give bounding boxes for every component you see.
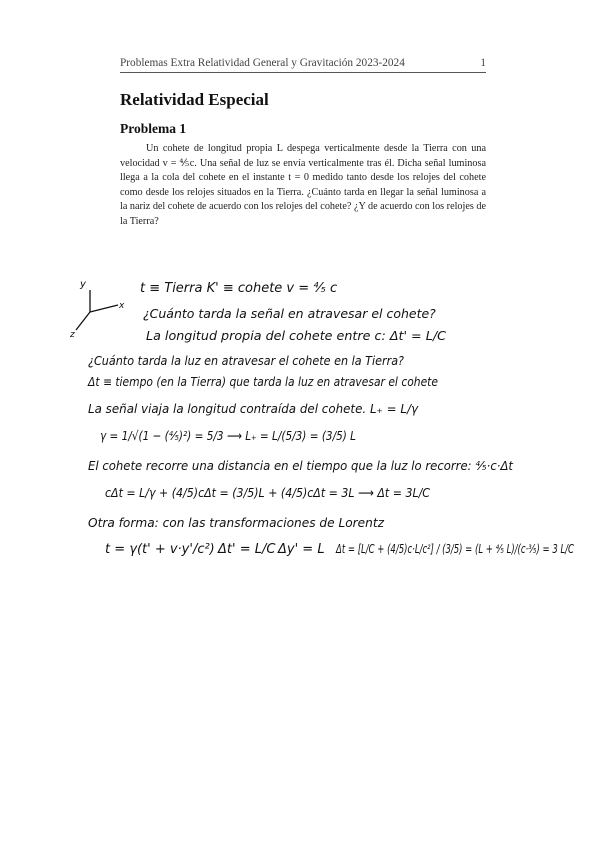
- axis-z-line: [76, 312, 90, 330]
- hw-answer-1: La longitud propia del cohete entre c: Δt' = L/C: [146, 328, 447, 343]
- axis-z-label: z: [70, 330, 75, 340]
- hw-question-2: ¿Cuánto tarda la luz en atravesar el cohete en la Tierra?: [88, 353, 405, 368]
- page-number: 1: [480, 57, 486, 69]
- problem-text: Un cohete de longitud propia L despega verticalmente desde la Tierra con una velocidad v = ⅘c. Una señal de luz se envía verticalmente tras él. Dicha señal luminosa llega a la cola del cohete en el instante t = 0 medido tanto desde los relojes del cohete como desde los relojes situados en la Tierra. ¿Cuánto tarda en llegar la señal luminosa a la nariz del cohete de acuerdo con los relojes del cohete? ¿Y de acuerdo con los relojes de la Tierra?: [120, 143, 486, 227]
- hw-lorentz-dyprime: Δy' = L: [278, 542, 325, 557]
- hw-contracted-length: La señal viaja la longitud contraída del cohete. L₊ = L/γ: [88, 401, 419, 416]
- hw-lorentz-t: t = γ(t' + v·y'/c²): [105, 542, 215, 557]
- problem-title: Problema 1: [120, 121, 187, 136]
- running-title: Problemas Extra Relatividad General y Gravitación 2023-2024: [120, 57, 405, 69]
- axis-x-line: [90, 305, 118, 312]
- hw-lorentz-result: Δt = [L/C + (4/5)c·L/c²] / (3/5) = (L + ⁴⁄₅ L)/(c·³⁄₅) = 3 L/C: [335, 542, 575, 556]
- axis-y-label: y: [80, 279, 86, 290]
- hw-delta-definition: Δt ≡ tiempo (en la Tierra) que tarda la luz en atravesar el cohete: [87, 375, 438, 389]
- hw-lorentz-intro: Otra forma: con las transformaciones de Lorentz: [88, 515, 385, 530]
- axes-sketch: [76, 290, 118, 330]
- axis-x-label: x: [119, 301, 125, 311]
- section-title: Relatividad Especial: [120, 90, 269, 109]
- hw-cdeltat-equation: cΔt = L/γ + (4/5)cΔt = (3/5)L + (4/5)cΔt = 3L ⟶ Δt = 3L/C: [105, 485, 431, 500]
- hw-definitions: t ≡ Tierra K' ≡ cohete v = ⁴⁄₅ c: [140, 281, 338, 296]
- hw-rocket-distance: El cohete recorre una distancia en el tiempo que la luz lo recorre: ⁴⁄₅·c·Δt: [88, 458, 515, 473]
- hw-gamma-equation: γ = 1/√(1 − (⁴⁄₅)²) = 5/3 ⟶ L₊ = L/(5/3) = (3/5) L: [100, 428, 357, 443]
- hw-question-1: ¿Cuánto tarda la señal en atravesar el cohete?: [143, 306, 436, 321]
- hw-lorentz-dtprime: Δt' = L/C: [218, 542, 276, 557]
